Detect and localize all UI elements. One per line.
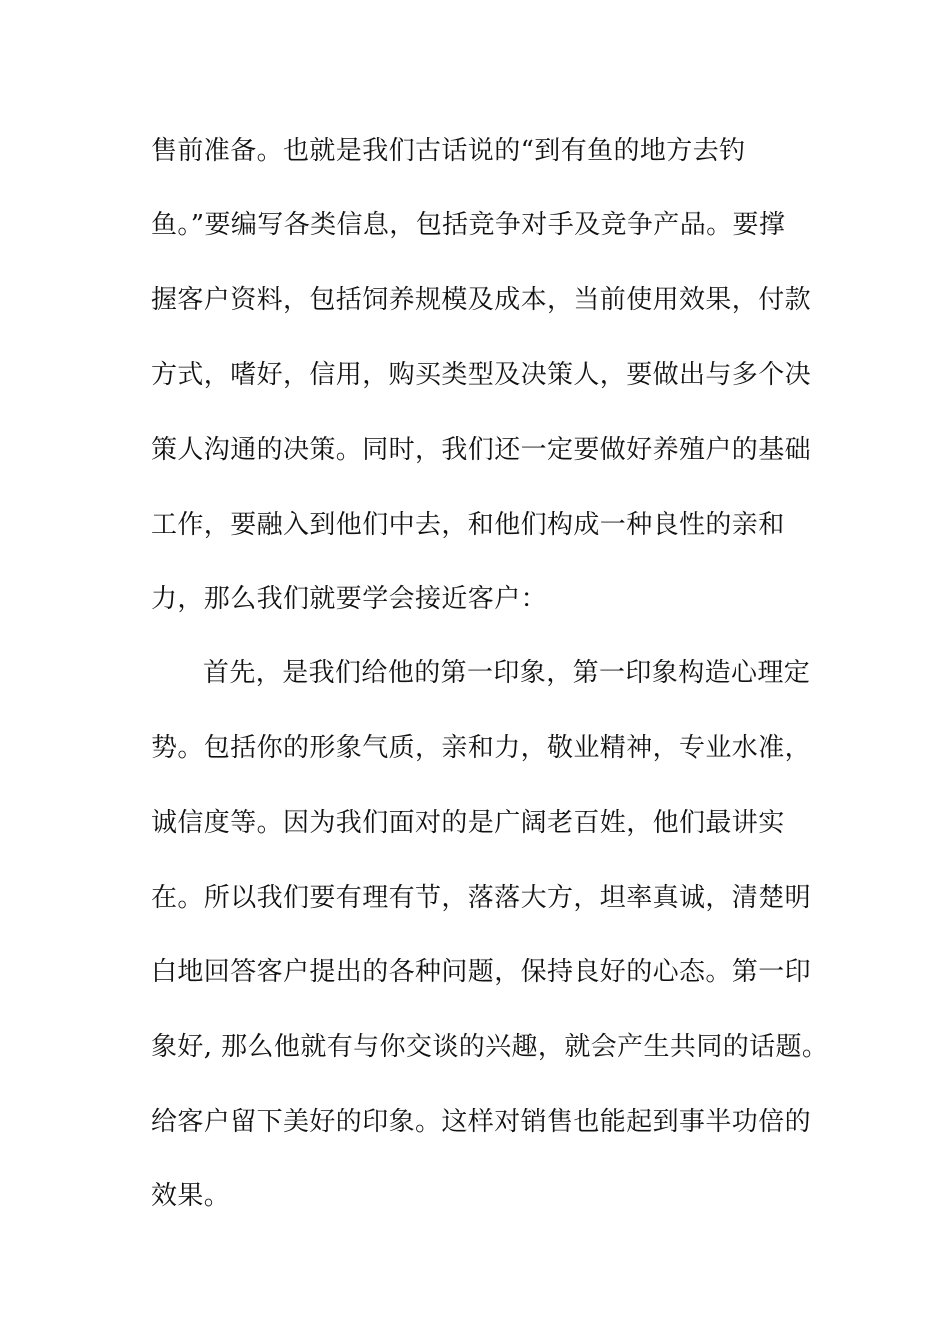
text-line: 象好, 那么他就有与你交谈的兴趣，就会产生共同的话题。 (151, 1032, 829, 1062)
text-line: 势。包括你的形象气质，亲和力，敬业精神，专业水准， (151, 733, 812, 763)
text-line: 效果。 (151, 1181, 231, 1211)
text-line: 方式，嗜好，信用，购买类型及决策人，要做出与多个决 (151, 360, 812, 390)
text-line: 力，那么我们就要学会接近客户： (151, 584, 548, 614)
text-line: 售前准备。也就是我们古话说的“到有鱼的地方去钓 (151, 136, 746, 166)
text-line: 工作，要融入到他们中去，和他们构成一种良性的亲和 (151, 510, 785, 540)
text-line: 诚信度等。因为我们面对的是广阔老百姓，他们最讲实 (151, 808, 785, 838)
paragraph-first-line: 首先，是我们给他的第一印象，第一印象构造心理定 (203, 658, 811, 688)
text-line: 在。所以我们要有理有节，落落大方，坦率真诚，清楚明 (151, 883, 812, 913)
text-line: 鱼。”要编写各类信息，包括竞争对手及竞争产品。要撑 (151, 210, 786, 240)
text-line: 握客户资料，包括饲养规模及成本，当前使用效果，付款 (151, 285, 812, 315)
text-line: 白地回答客户提出的各种问题，保持良好的心态。第一印 (151, 957, 812, 987)
text-line: 策人沟通的决策。同时，我们还一定要做好养殖户的基础 (151, 435, 812, 465)
text-line: 给客户留下美好的印象。这样对销售也能起到事半功倍的 (151, 1107, 812, 1137)
